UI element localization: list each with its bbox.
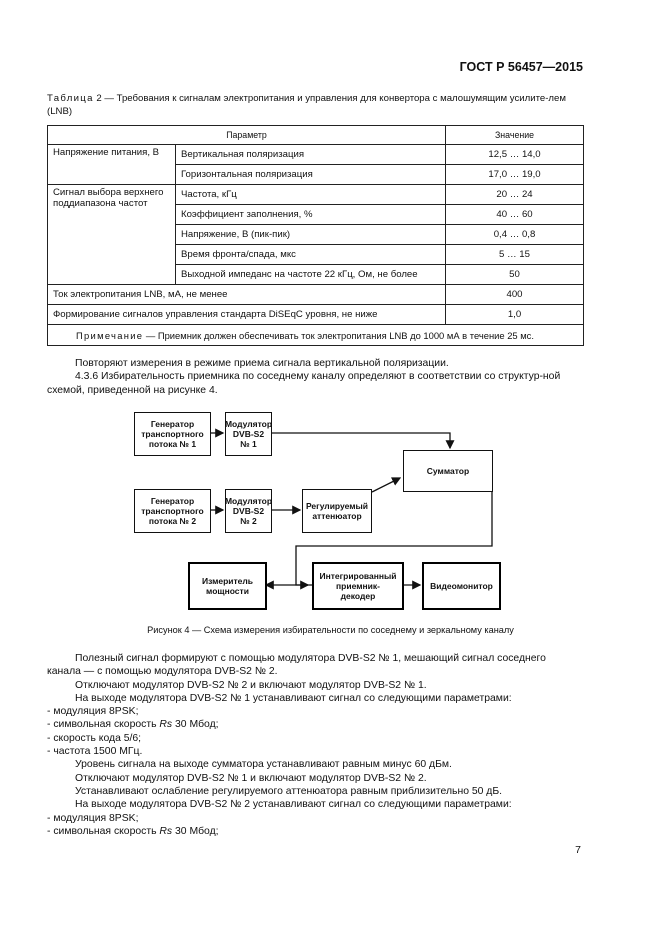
row-value: 17,0 … 19,0 [446, 165, 584, 185]
block-generator-1 [134, 412, 211, 456]
block-label-line: декодер [340, 591, 376, 601]
body-line: - символьная скорость Rs 30 Мбод; [47, 719, 219, 731]
row-value: 1,0 [446, 305, 584, 325]
block-label-line: Измеритель [201, 576, 254, 586]
row-param: Формирование сигналов управления стандарта DiSEqC уровня, не ниже [48, 305, 446, 325]
header-value: Значение [446, 126, 584, 145]
note-text: — Приемник должен обеспечивать ток электропитания LNB до 1000 мА в течение 25 мс. [143, 329, 534, 341]
row-value: 0,4 … 0,8 [446, 225, 584, 245]
table-caption-text: 2 — Требования к сигналам электропитания и управления для конвертора с малошумящим усилите-лем (LNB) [47, 93, 566, 117]
body-line: - частота 1500 МГц. [47, 746, 143, 758]
block-label-line: Генератор [150, 496, 195, 506]
table-note [48, 325, 584, 346]
row-param: Вертикальная поляризация [176, 145, 446, 165]
block-label-line: Регулируемый [305, 501, 369, 511]
table-caption [47, 92, 587, 118]
row-value: 20 … 24 [446, 185, 584, 205]
body-line: Полезный сигнал формируют с помощью модулятора DVB-S2 № 1, мешающий сигнал соседнего [75, 653, 546, 664]
table-row [48, 285, 584, 305]
intro-paragraphs [47, 357, 587, 397]
block-label-line: № 1 [240, 439, 257, 449]
requirements-table [47, 125, 584, 346]
row-value: 12,5 … 14,0 [446, 145, 584, 165]
row-param: Напряжение, В (пик-пик) [176, 225, 446, 245]
row-value: 5 … 15 [446, 245, 584, 265]
connector-attenuator-summator [372, 478, 400, 492]
block-modulator-2 [225, 489, 272, 533]
body-line: - модуляция 8PSK; [47, 706, 139, 718]
row-param: Ток электропитания LNB, мА, не менее [48, 285, 446, 305]
block-power-meter [188, 562, 267, 610]
block-label-line: мощности [206, 586, 249, 596]
body-line: На выходе модулятора DVB-S2 № 2 устанавливают сигнал со следующими параметрами: [75, 799, 512, 811]
body-line: Устанавливают ослабление регулируемого аттенюатора равным приблизительно 50 дБ. [75, 785, 503, 797]
block-modulator-1 [225, 412, 272, 456]
block-label-line: потока № 1 [148, 439, 197, 449]
body-line: Уровень сигнала на выходе сумматора устанавливают равным минус 60 дБм. [75, 759, 452, 771]
block-label-line: № 2 [240, 516, 257, 526]
block-label-line: Модулятор [224, 419, 273, 429]
group-subband-signal: Сигнал выбора верхнего поддиапазона частот [48, 185, 176, 285]
paragraph: Повторяют измерения в режиме приема сигнала вертикальной поляризации. [75, 358, 449, 369]
table-header-row [48, 126, 584, 145]
block-video-monitor [422, 562, 501, 610]
table-row [48, 305, 584, 325]
block-attenuator [302, 489, 372, 533]
body-line: канала — с помощью модулятора DVB-S2 № 2. [47, 666, 278, 678]
block-diagram [120, 400, 520, 615]
body-line: - символьная скорость Rs 30 Мбод; [47, 825, 219, 837]
table-caption-label: Таблица [47, 93, 94, 104]
body-line: Отключают модулятор DVB-S2 № 2 и включают модулятор DVB-S2 № 1. [75, 679, 427, 691]
block-label-line: транспортного [141, 506, 204, 516]
main-body [47, 652, 587, 838]
row-value: 50 [446, 265, 584, 285]
table-row [48, 145, 584, 165]
body-line: На выходе модулятора DVB-S2 № 1 устанавливают сигнал со следующими параметрами: [75, 692, 512, 704]
row-param: Горизонтальная поляризация [176, 165, 446, 185]
row-value: 40 … 60 [446, 205, 584, 225]
block-label-line: аттенюатор [312, 511, 362, 521]
note-label: Примечание [76, 329, 144, 341]
block-label-line: Видеомонитор [430, 581, 493, 591]
paragraph: 4.3.6 Избирательность приемника по соседнему каналу определяют в соответствии со структур-ной схемой, приведенной на рисунке 4. [47, 371, 561, 396]
row-param: Выходной импеданс на частоте 22 кГц, Ом, не более [176, 265, 446, 285]
group-supply-voltage: Напряжение питания, В [48, 145, 176, 185]
table-row [48, 185, 584, 205]
block-label-line: потока № 2 [148, 516, 197, 526]
block-summator [403, 450, 493, 492]
body-line: - модуляция 8PSK; [47, 812, 139, 824]
block-label-line: приемник- [336, 581, 380, 591]
block-label-line: DVB-S2 [232, 429, 265, 439]
row-value: 400 [446, 285, 584, 305]
body-line: - скорость кода 5/6; [47, 732, 142, 744]
block-label-line: Генератор [150, 419, 195, 429]
block-label-line: DVB-S2 [232, 506, 265, 516]
block-label-line: Интегрированный [319, 571, 397, 581]
table-note-row [48, 325, 584, 346]
row-param: Коэффициент заполнения, % [176, 205, 446, 225]
page-number: 7 [575, 844, 581, 856]
body-line: Отключают модулятор DVB-S2 № 1 и включают модулятор DVB-S2 № 2. [75, 772, 427, 784]
row-param: Время фронта/спада, мкс [176, 245, 446, 265]
block-label-line: Сумматор [426, 466, 470, 476]
figure-caption: Рисунок 4 — Схема измерения избирательности по соседнему и зеркальному каналу [147, 625, 514, 635]
standard-header: ГОСТ Р 56457—2015 [459, 60, 583, 74]
block-generator-2 [134, 489, 211, 533]
connector-mod1-summator [272, 433, 450, 448]
row-param: Частота, кГц [176, 185, 446, 205]
block-receiver-decoder [312, 562, 404, 610]
block-label-line: транспортного [141, 429, 204, 439]
header-param: Параметр [48, 126, 446, 145]
block-label-line: Модулятор [224, 496, 273, 506]
